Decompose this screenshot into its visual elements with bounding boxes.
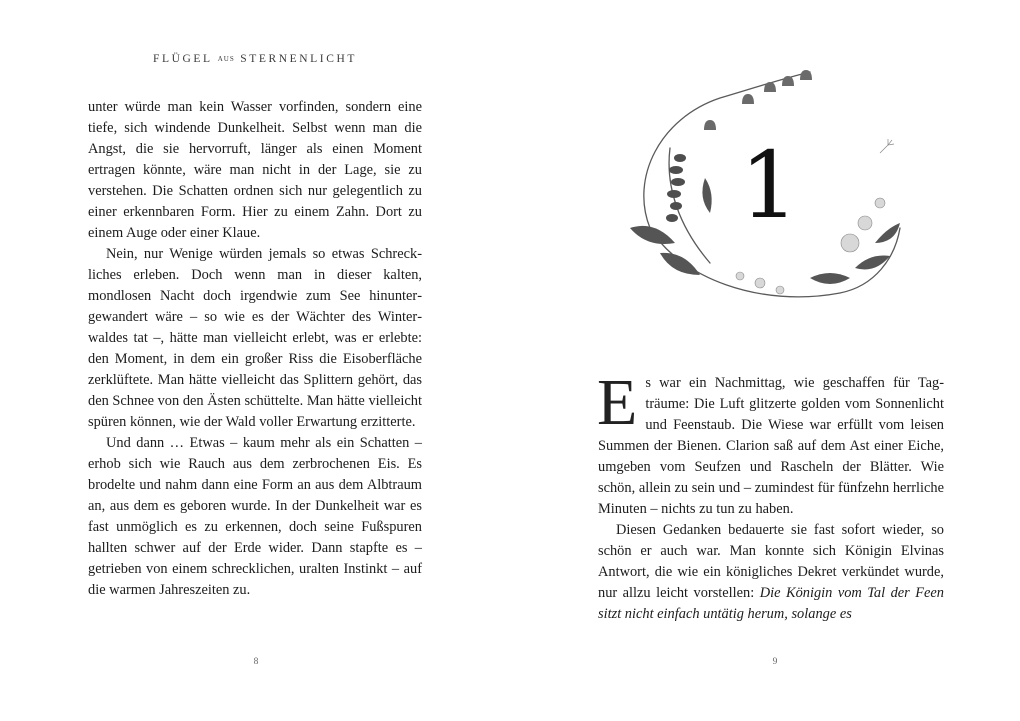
paragraph [598, 520, 944, 625]
drop-cap: E [597, 366, 638, 439]
bellflower-icon [704, 70, 812, 130]
left-body-text [88, 97, 422, 601]
right-page [510, 0, 1020, 721]
right-body-text [597, 366, 945, 625]
running-head-title-part2: AUS [217, 55, 235, 63]
paragraph: Nein, nur Wenige würden jemals so etwas Schreckliches erleben. Doch wenn man in dieser kalten, mondlosen Nacht doch irgendwie zum See hinuntergewandert wäre – so wie es der Wächter des Winterwaldes tat –, hätte man vielleicht erlebt, was er erlebte: den Moment, in dem ein großer Riss die Eisoberfläche zerklüftete. Man hätte vielleicht das Splittern gehört, das den Schnee von den Ästen schüttelte. Man hätte vielleicht spüren können, wie der Wald voller Erwartung erzitterte. [88, 246, 422, 430]
paragraph-text: s war ein Nachmittag, wie geschaffen für Tagträume: Die Luft glitzerte golden vom Sonnenlicht und Feenstaub. Die Wiese war erfüllt vom leisen Summen der Bienen. Clarion saß auf dem Ast einer Eiche, umgeben vom Seufzen und Rascheln der Blätter. Wie schön, allein zu sein und – zumindest für fünfzehn herrliche Minuten – nichts zu tun zu haben. [598, 375, 944, 517]
dandelion-seed-icon [880, 139, 894, 153]
paragraph: unter würde man kein Wasser vorfinden, sondern eine tiefe, sich windende Dunkelheit. Selbst wenn man die Angst, die sie hervorruft, länger als einen Moment ertragen könnte, wäre man nicht in der Lage, sie zu verstehen. Die Schatten ordnen sich nur gelegentlich zu einer erkennbaren Form. Hier zu einem Zahn. Dort zu einem Auge oder einer Klaue. [88, 99, 422, 241]
chapter-number: 1 [740, 132, 799, 239]
running-head-title-part3: STERNENLICHT [240, 53, 358, 65]
running-head-title-part1: FLÜGEL [152, 53, 213, 65]
page-number: 8 [253, 657, 259, 667]
italic-quote: Die Königin vom Tal der Feen sitzt nicht einfach untätig herum, solange es [598, 585, 945, 622]
paragraph-text: Diesen Gedanken bedauerte sie fast sofort wieder, so schön er auch war. Man konnte sich Königin Elvinas Antwort, die wie ein königliches Dekret verkündet wurde, nur allzu leicht vorstellen: [598, 522, 944, 601]
paragraph [597, 366, 944, 520]
running-head [0, 53, 510, 65]
page-number: 9 [772, 657, 778, 667]
paragraph: Und dann … Etwas – kaum mehr als ein Schatten – erhob sich wie Rauch aus dem zerbrochenen Eis. Es brodelte und nahm dann eine Form an aus dem Albtraum an, aus dem es geboren wurde. In der Dunkelheit war es fast unmöglich es zu erkennen, doch seine Fußspuren hallten schwer auf der Erde wider. Dann stapfte es – getrieben von einem schrecklichen, uralten Instinkt – auf die warmen Jahreszeiten zu. [88, 435, 422, 598]
